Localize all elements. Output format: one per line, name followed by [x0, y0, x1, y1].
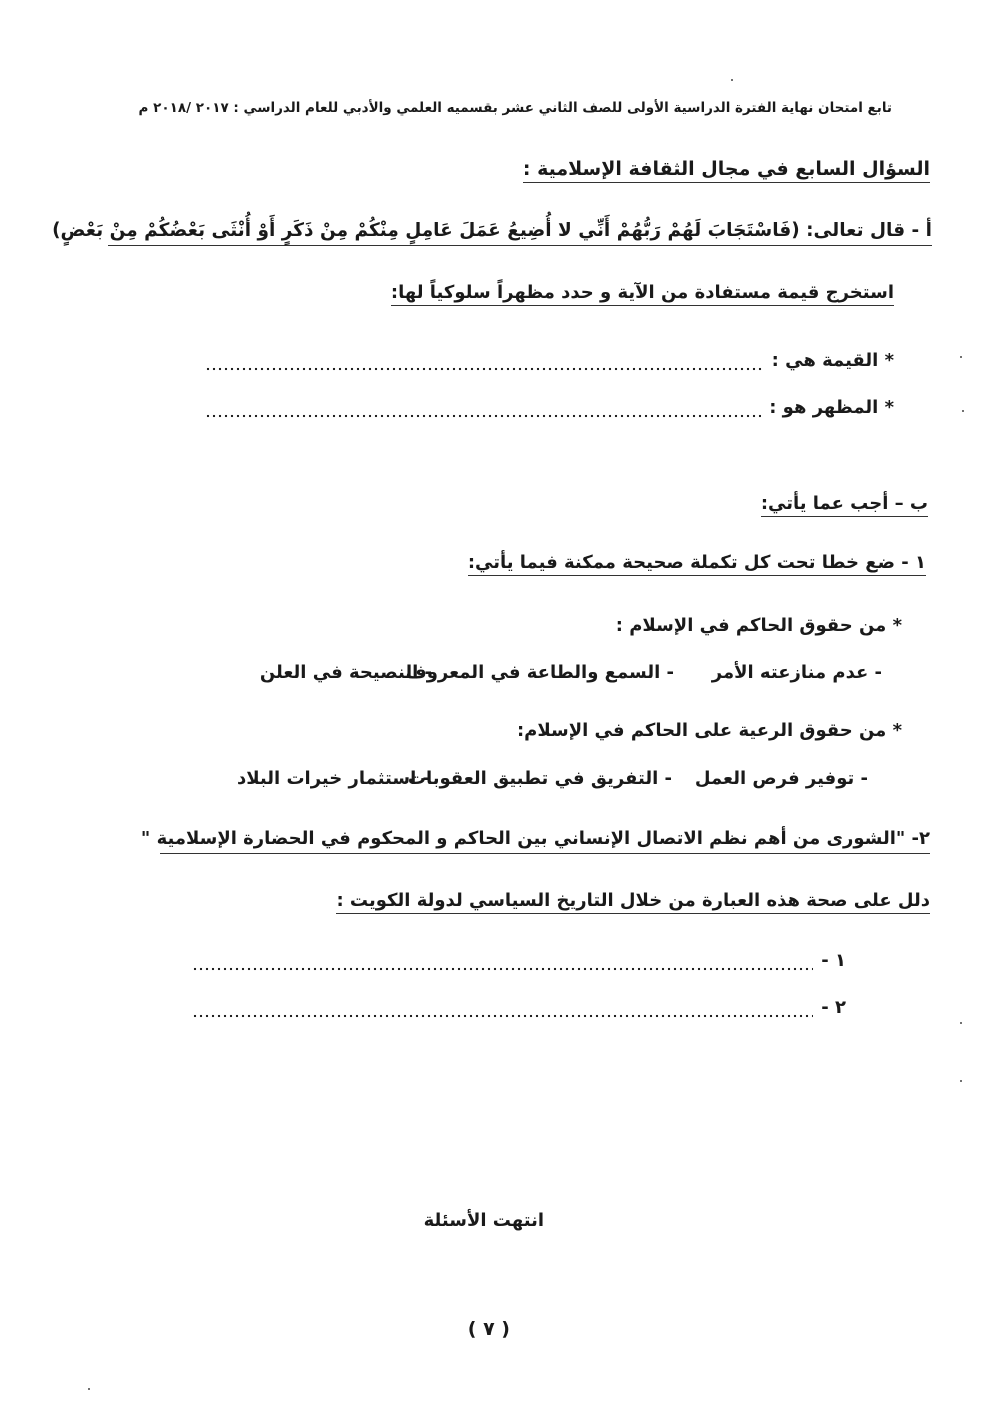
scan-speck [731, 79, 733, 81]
answer-row-2 [192, 997, 846, 1018]
answer-row-1 [192, 950, 846, 971]
part-b-title: ب – أجب عما يأتي: [761, 493, 928, 517]
item1-instruction: ١ - ضع خطا تحت كل تكملة صحيحة ممكنة فيما يأتي: [468, 552, 926, 576]
aspect-answer-blank[interactable] [205, 400, 761, 418]
exam-header: تابع امتحان نهاية الفترة الدراسية الأولى للصف الثاني عشر بقسميه العلمي والأدبي للعام الدراسي : ٢٠١٧ /٢٠١٨ م [138, 100, 892, 116]
ruler-option-1[interactable]: - عدم منازعته الأمر [711, 662, 882, 683]
value-answer-blank[interactable] [205, 353, 764, 371]
extract-instruction: استخرج قيمة مستفادة من الآية و حدد مظهراً سلوكياً لها: [391, 282, 894, 306]
aspect-label: * المظهر هو : [769, 397, 894, 418]
question-title: السؤال السابع في مجال الثقافة الإسلامية : [523, 158, 930, 183]
item2-statement: ٢- "الشورى من أهم نظم الاتصال الإنساني بين الحاكم و المحكوم في الحضارة الإسلامية " [160, 828, 930, 854]
subjects-option-1[interactable]: - توفير فرص العمل [694, 768, 868, 789]
value-label: * القيمة هي : [771, 350, 894, 371]
answer-blank-2[interactable] [192, 1000, 813, 1018]
end-of-questions: انتهت الأسئلة [423, 1210, 544, 1231]
subjects-option-3[interactable]: - استثمار خيرات البلاد [237, 768, 430, 789]
answer-blank-1[interactable] [192, 953, 813, 971]
ruler-option-3[interactable]: - النصيحة في العلن [259, 662, 432, 683]
scan-speck [962, 410, 964, 412]
scan-speck [960, 1080, 962, 1082]
scan-speck [960, 356, 962, 358]
quran-verse: أ - قال تعالى: (فَاسْتَجَابَ لَهُمْ رَبُّهُمْ أَنِّي لا أُضِيعُ عَمَلَ عَامِلٍ مِنْكُمْ مِنْ ذَكَرٍ أَوْ أُنْثَى بَعْضُكُمْ مِنْ بَعْضٍ) [108, 220, 932, 246]
answer-label-1: ١ - [821, 950, 846, 971]
scan-speck [960, 1022, 962, 1024]
answer-label-2: ٢ - [821, 997, 846, 1018]
ruler-option-2[interactable]: - السمع والطاعة في المعروف [405, 662, 674, 683]
scan-speck [88, 1388, 90, 1390]
ruler-rights-title: * من حقوق الحاكم في الإسلام : [615, 615, 902, 636]
item2-instruction: دلل على صحة هذه العبارة من خلال التاريخ السياسي لدولة الكويت : [336, 890, 930, 914]
aspect-answer-row [205, 397, 894, 418]
subjects-rights-title: * من حقوق الرعية على الحاكم في الإسلام: [516, 720, 902, 741]
subjects-option-2[interactable]: - التفريق في تطبيق العقوبات [407, 768, 672, 789]
page-number: ( ٧ ) [467, 1318, 510, 1340]
value-answer-row [205, 350, 894, 371]
